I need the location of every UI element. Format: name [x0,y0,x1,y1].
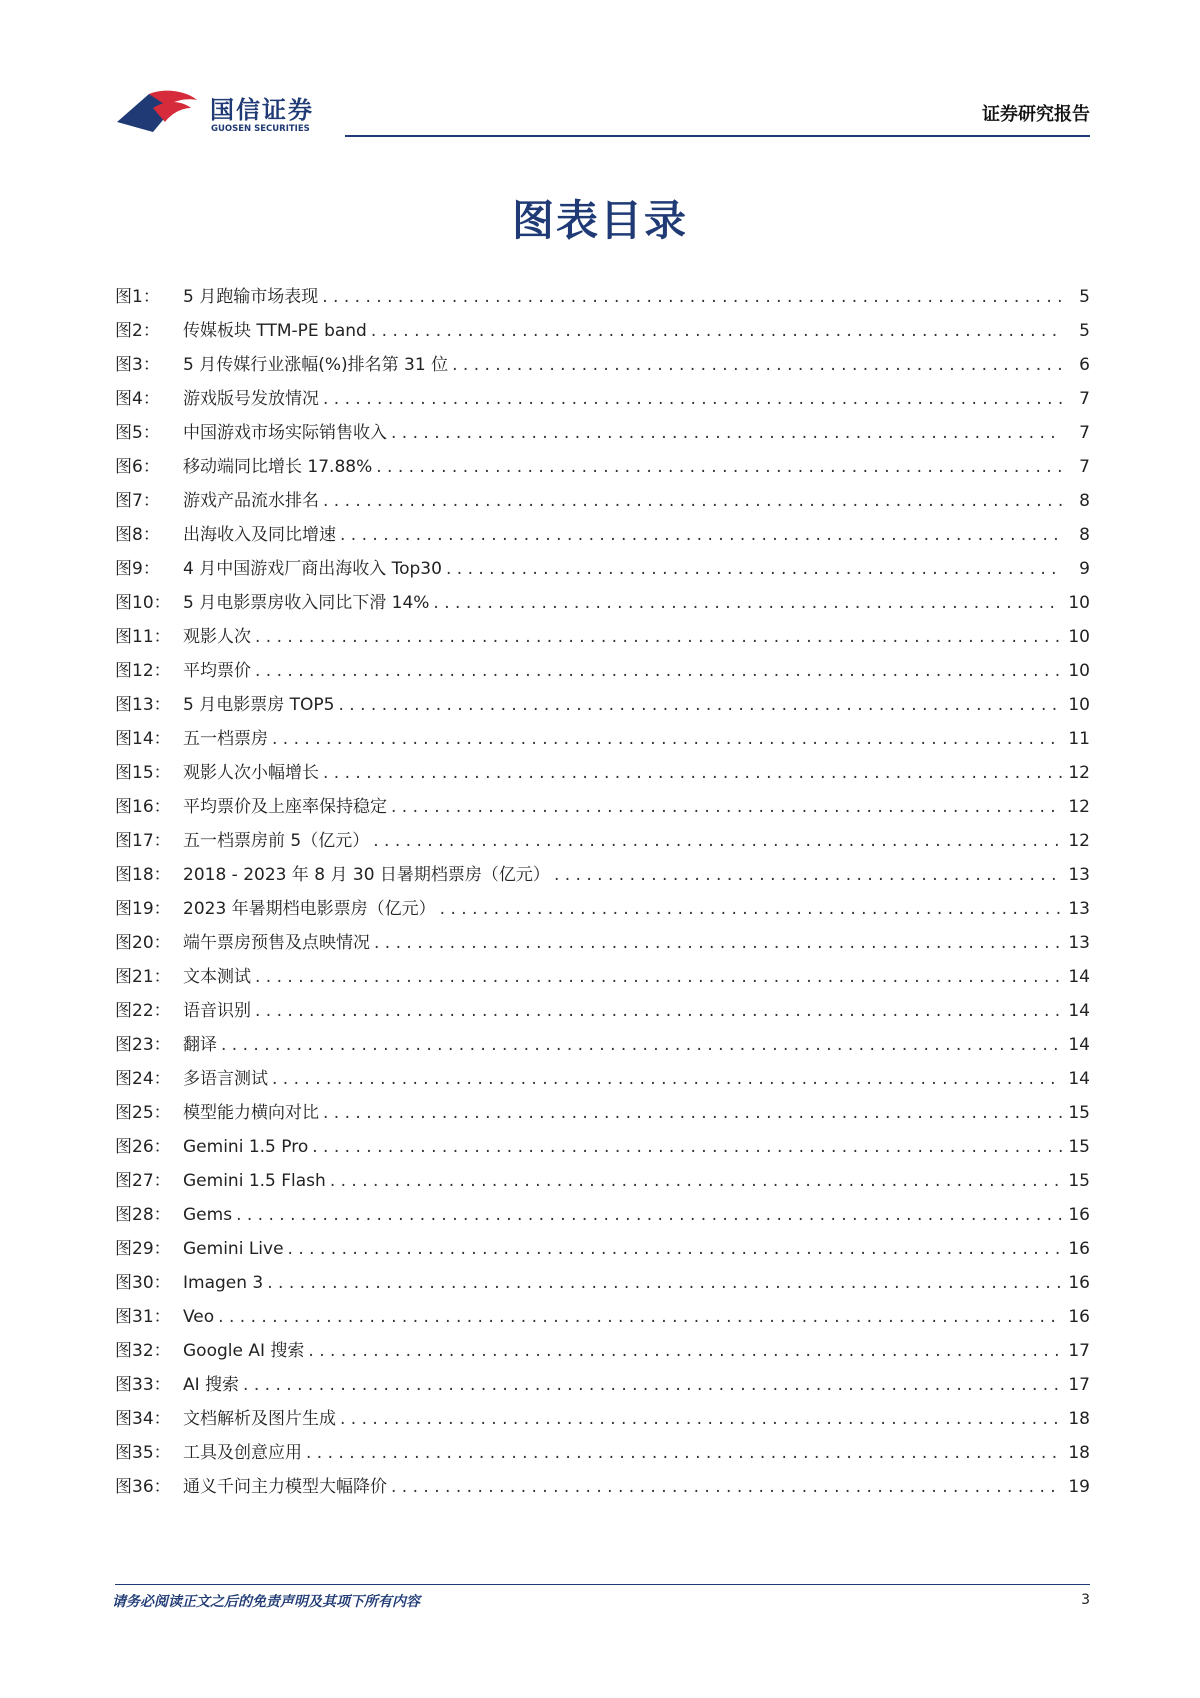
toc-entry[interactable] [115,1164,1090,1198]
toc-entry-page: 14 [1068,1035,1090,1055]
toc-dot-leader [308,1334,1062,1368]
toc-dot-leader [243,1368,1062,1402]
toc-entry-label: 图13： [115,695,171,715]
toc-dot-leader [323,382,1062,416]
toc-entry-label: 图11： [115,627,171,647]
guosen-logo-icon [115,86,205,136]
toc-entry-page: 12 [1068,763,1090,783]
toc-dot-leader [272,722,1062,756]
toc-dot-leader [446,552,1062,586]
toc-entry-page: 14 [1068,1069,1090,1089]
toc-entry-page: 17 [1068,1375,1090,1395]
toc-entry-label: 图4： [115,389,160,409]
toc-entry-title: 移动端同比增长 17.88% [183,457,373,477]
toc-entry-title: 模型能力横向对比 [183,1103,319,1123]
toc-entry-page: 5 [1079,287,1090,307]
toc-entry-title: 语音识别 [183,1001,251,1021]
toc-dot-leader [376,450,1062,484]
toc-entry[interactable] [115,586,1090,620]
toc-dot-leader [323,1096,1062,1130]
toc-entry-label: 图15： [115,763,171,783]
toc-entry-label: 图31： [115,1307,171,1327]
toc-entry-page: 14 [1068,1001,1090,1021]
toc-entry-label: 图34： [115,1409,171,1429]
toc-entry[interactable] [115,1436,1090,1470]
toc-entry-label: 图8： [115,525,160,545]
toc-entry-page: 7 [1079,389,1090,409]
toc-entry-title: 文档解析及图片生成 [183,1409,336,1429]
toc-entry-title: 2018 - 2023 年 8 月 30 日暑期档票房（亿元） [183,865,550,885]
toc-dot-leader [236,1198,1062,1232]
toc-entry-page: 18 [1068,1443,1090,1463]
logo-text-cn: 国信证券 [210,96,314,124]
toc-entry[interactable] [115,552,1090,586]
toc-entry-page: 11 [1068,729,1090,749]
toc-entry-label: 图24： [115,1069,171,1089]
toc-entry[interactable] [115,1470,1090,1504]
toc-entry-label: 图10： [115,593,171,613]
report-type-label: 证券研究报告 [982,104,1090,125]
toc-entry-label: 图17： [115,831,171,851]
toc-entry-title: 五一档票房 [183,729,268,749]
toc-entry-page: 16 [1068,1273,1090,1293]
toc-entry-label: 图30： [115,1273,171,1293]
toc-entry[interactable] [115,416,1090,450]
toc-dot-leader [218,1300,1062,1334]
toc-entry-title: 5 月电影票房收入同比下滑 14% [183,593,430,613]
toc-entry-page: 19 [1068,1477,1090,1497]
toc-dot-leader [323,484,1062,518]
toc-dot-leader [373,824,1062,858]
toc-entry-title: 5 月跑输市场表现 [183,287,319,307]
toc-dot-leader [306,1436,1062,1470]
toc-entry[interactable] [115,994,1090,1028]
toc-dot-leader [452,348,1062,382]
toc-entry[interactable] [115,518,1090,552]
toc-entry[interactable] [115,1198,1090,1232]
toc-entry-label: 图28： [115,1205,171,1225]
toc-entry[interactable] [115,926,1090,960]
toc-entry-page: 8 [1079,525,1090,545]
toc-entry-page: 12 [1068,797,1090,817]
toc-entry-page: 17 [1068,1341,1090,1361]
toc-entry-title: 文本测试 [183,967,251,987]
toc-entry-title: 端午票房预售及点映情况 [183,933,370,953]
toc-entry-title: 5 月电影票房 TOP5 [183,695,335,715]
toc-entry-title: 工具及创意应用 [183,1443,302,1463]
footer-disclaimer: 请务必阅读正文之后的免责声明及其项下所有内容 [112,1594,420,1610]
toc-entry-label: 图26： [115,1137,171,1157]
toc-entry-title: 五一档票房前 5（亿元） [183,831,370,851]
toc-entry-title: Imagen 3 [183,1273,264,1293]
toc-entry-label: 图12： [115,661,171,681]
toc-entry-title: Gemini 1.5 Flash [183,1171,326,1191]
toc-entry[interactable] [115,620,1090,654]
toc-dot-leader [255,994,1062,1028]
toc-entry-title: 传媒板块 TTM-PE band [183,321,367,341]
toc-dot-leader [371,314,1062,348]
toc-entry[interactable] [115,790,1090,824]
toc-entry-page: 13 [1068,899,1090,919]
toc-entry-title: Gemini Live [183,1239,284,1259]
toc-entry[interactable] [115,1402,1090,1436]
toc-entry-label: 图18： [115,865,171,885]
toc-entry-title: 游戏产品流水排名 [183,491,319,511]
toc-dot-leader [288,1232,1062,1266]
toc-entry-label: 图36： [115,1477,171,1497]
toc-dot-leader [322,280,1062,314]
toc-dot-leader [267,1266,1062,1300]
toc-dot-leader [433,586,1062,620]
toc-entry-page: 18 [1068,1409,1090,1429]
toc-entry[interactable] [115,1232,1090,1266]
toc-dot-leader [312,1130,1062,1164]
toc-dot-leader [255,654,1062,688]
toc-entry-page: 16 [1068,1205,1090,1225]
toc-entry-label: 图21： [115,967,171,987]
toc-entry-label: 图33： [115,1375,171,1395]
toc-entry[interactable] [115,654,1090,688]
toc-entry-page: 10 [1068,695,1090,715]
toc-entry-title: 通义千问主力模型大幅降价 [183,1477,387,1497]
toc-dot-leader [391,1470,1062,1504]
toc-entry-page: 15 [1068,1137,1090,1157]
toc-entry[interactable] [115,1096,1090,1130]
toc-dot-leader [255,620,1062,654]
toc-dot-leader [323,756,1062,790]
toc-entry-title: 中国游戏市场实际销售收入 [183,423,387,443]
toc-entry[interactable] [115,722,1090,756]
toc-entry[interactable] [115,1334,1090,1368]
toc-entry[interactable] [115,1130,1090,1164]
toc-entry-title: 游戏版号发放情况 [183,389,319,409]
toc-entry-title: 观影人次 [183,627,251,647]
toc-entry-title: 平均票价 [183,661,251,681]
toc-entry-page: 14 [1068,967,1090,987]
toc-entry[interactable] [115,280,1090,314]
toc-entry-label: 图32： [115,1341,171,1361]
header-divider [345,135,1090,137]
toc-entry-label: 图27： [115,1171,171,1191]
toc-entry-label: 图19： [115,899,171,919]
toc-entry[interactable] [115,314,1090,348]
toc-dot-leader [338,688,1062,722]
toc-entry-page: 16 [1068,1307,1090,1327]
toc-entry-label: 图25： [115,1103,171,1123]
company-logo [115,80,345,140]
toc-entry-page: 15 [1068,1103,1090,1123]
toc-entry[interactable] [115,348,1090,382]
toc-entry-page: 15 [1068,1171,1090,1191]
page-header [115,80,1090,140]
toc-entry-title: 多语言测试 [183,1069,268,1089]
toc-entry-label: 图20： [115,933,171,953]
toc-entry[interactable] [115,1300,1090,1334]
toc-entry-page: 16 [1068,1239,1090,1259]
toc-entry-title: 出海收入及同比增速 [183,525,336,545]
toc-entry-page: 10 [1068,661,1090,681]
footer-divider [115,1584,1090,1585]
toc-entry-page: 9 [1079,559,1090,579]
toc-entry-label: 图5： [115,423,160,443]
toc-entry[interactable] [115,484,1090,518]
toc-entry[interactable] [115,688,1090,722]
toc-entry[interactable] [115,1028,1090,1062]
toc-entry-title: 5 月传媒行业涨幅(%)排名第 31 位 [183,355,449,375]
toc-entry[interactable] [115,960,1090,994]
toc-entry-page: 13 [1068,933,1090,953]
toc-entry-page: 5 [1079,321,1090,341]
toc-entry[interactable] [115,1368,1090,1402]
toc-dot-leader [554,858,1062,892]
toc-entry-title: AI 搜索 [183,1375,240,1395]
toc-entry-label: 图35： [115,1443,171,1463]
toc-entry-label: 图23： [115,1035,171,1055]
toc-dot-leader [340,1402,1062,1436]
toc-entry-title: 翻译 [183,1035,217,1055]
toc-entry-page: 7 [1079,457,1090,477]
toc-entry-label: 图1： [115,287,160,307]
toc-entry-page: 12 [1068,831,1090,851]
toc-dot-leader [255,960,1062,994]
toc-entry[interactable] [115,824,1090,858]
toc-entry-title: Gemini 1.5 Pro [183,1137,309,1157]
toc-dot-leader [374,926,1062,960]
toc-entry-label: 图3： [115,355,160,375]
toc-entry-page: 10 [1068,593,1090,613]
toc-entry[interactable] [115,858,1090,892]
toc-entry[interactable] [115,1062,1090,1096]
page-title: 图表目录 [511,196,688,245]
toc-entry[interactable] [115,450,1090,484]
toc-entry-page: 8 [1079,491,1090,511]
toc-entry-title: Veo [183,1307,215,1327]
footer-page-number: 3 [1081,1592,1090,1608]
toc-dot-leader [391,790,1062,824]
toc-entry-title: 观影人次小幅增长 [183,763,319,783]
table-of-figures [115,280,1090,1504]
toc-entry-title: Gems [183,1205,233,1225]
toc-entry-title: 4 月中国游戏厂商出海收入 Top30 [183,559,442,579]
toc-dot-leader [330,1164,1062,1198]
toc-entry[interactable] [115,1266,1090,1300]
toc-entry-label: 图16： [115,797,171,817]
toc-entry[interactable] [115,756,1090,790]
toc-entry[interactable] [115,382,1090,416]
toc-entry[interactable] [115,892,1090,926]
toc-entry-label: 图29： [115,1239,171,1259]
toc-entry-title: 平均票价及上座率保持稳定 [183,797,387,817]
toc-dot-leader [221,1028,1062,1062]
toc-entry-label: 图6： [115,457,160,477]
toc-entry-label: 图9： [115,559,160,579]
toc-entry-label: 图7： [115,491,160,511]
toc-dot-leader [440,892,1062,926]
toc-dot-leader [272,1062,1062,1096]
toc-entry-page: 7 [1079,423,1090,443]
toc-dot-leader [391,416,1062,450]
toc-entry-label: 图22： [115,1001,171,1021]
toc-dot-leader [340,518,1062,552]
toc-entry-title: 2023 年暑期档电影票房（亿元） [183,899,436,919]
toc-entry-page: 13 [1068,865,1090,885]
toc-entry-label: 图14： [115,729,171,749]
toc-entry-title: Google AI 搜索 [183,1341,305,1361]
toc-entry-page: 6 [1079,355,1090,375]
toc-entry-page: 10 [1068,627,1090,647]
toc-entry-label: 图2： [115,321,160,341]
logo-text-en: GUOSEN SECURITIES [211,124,310,134]
